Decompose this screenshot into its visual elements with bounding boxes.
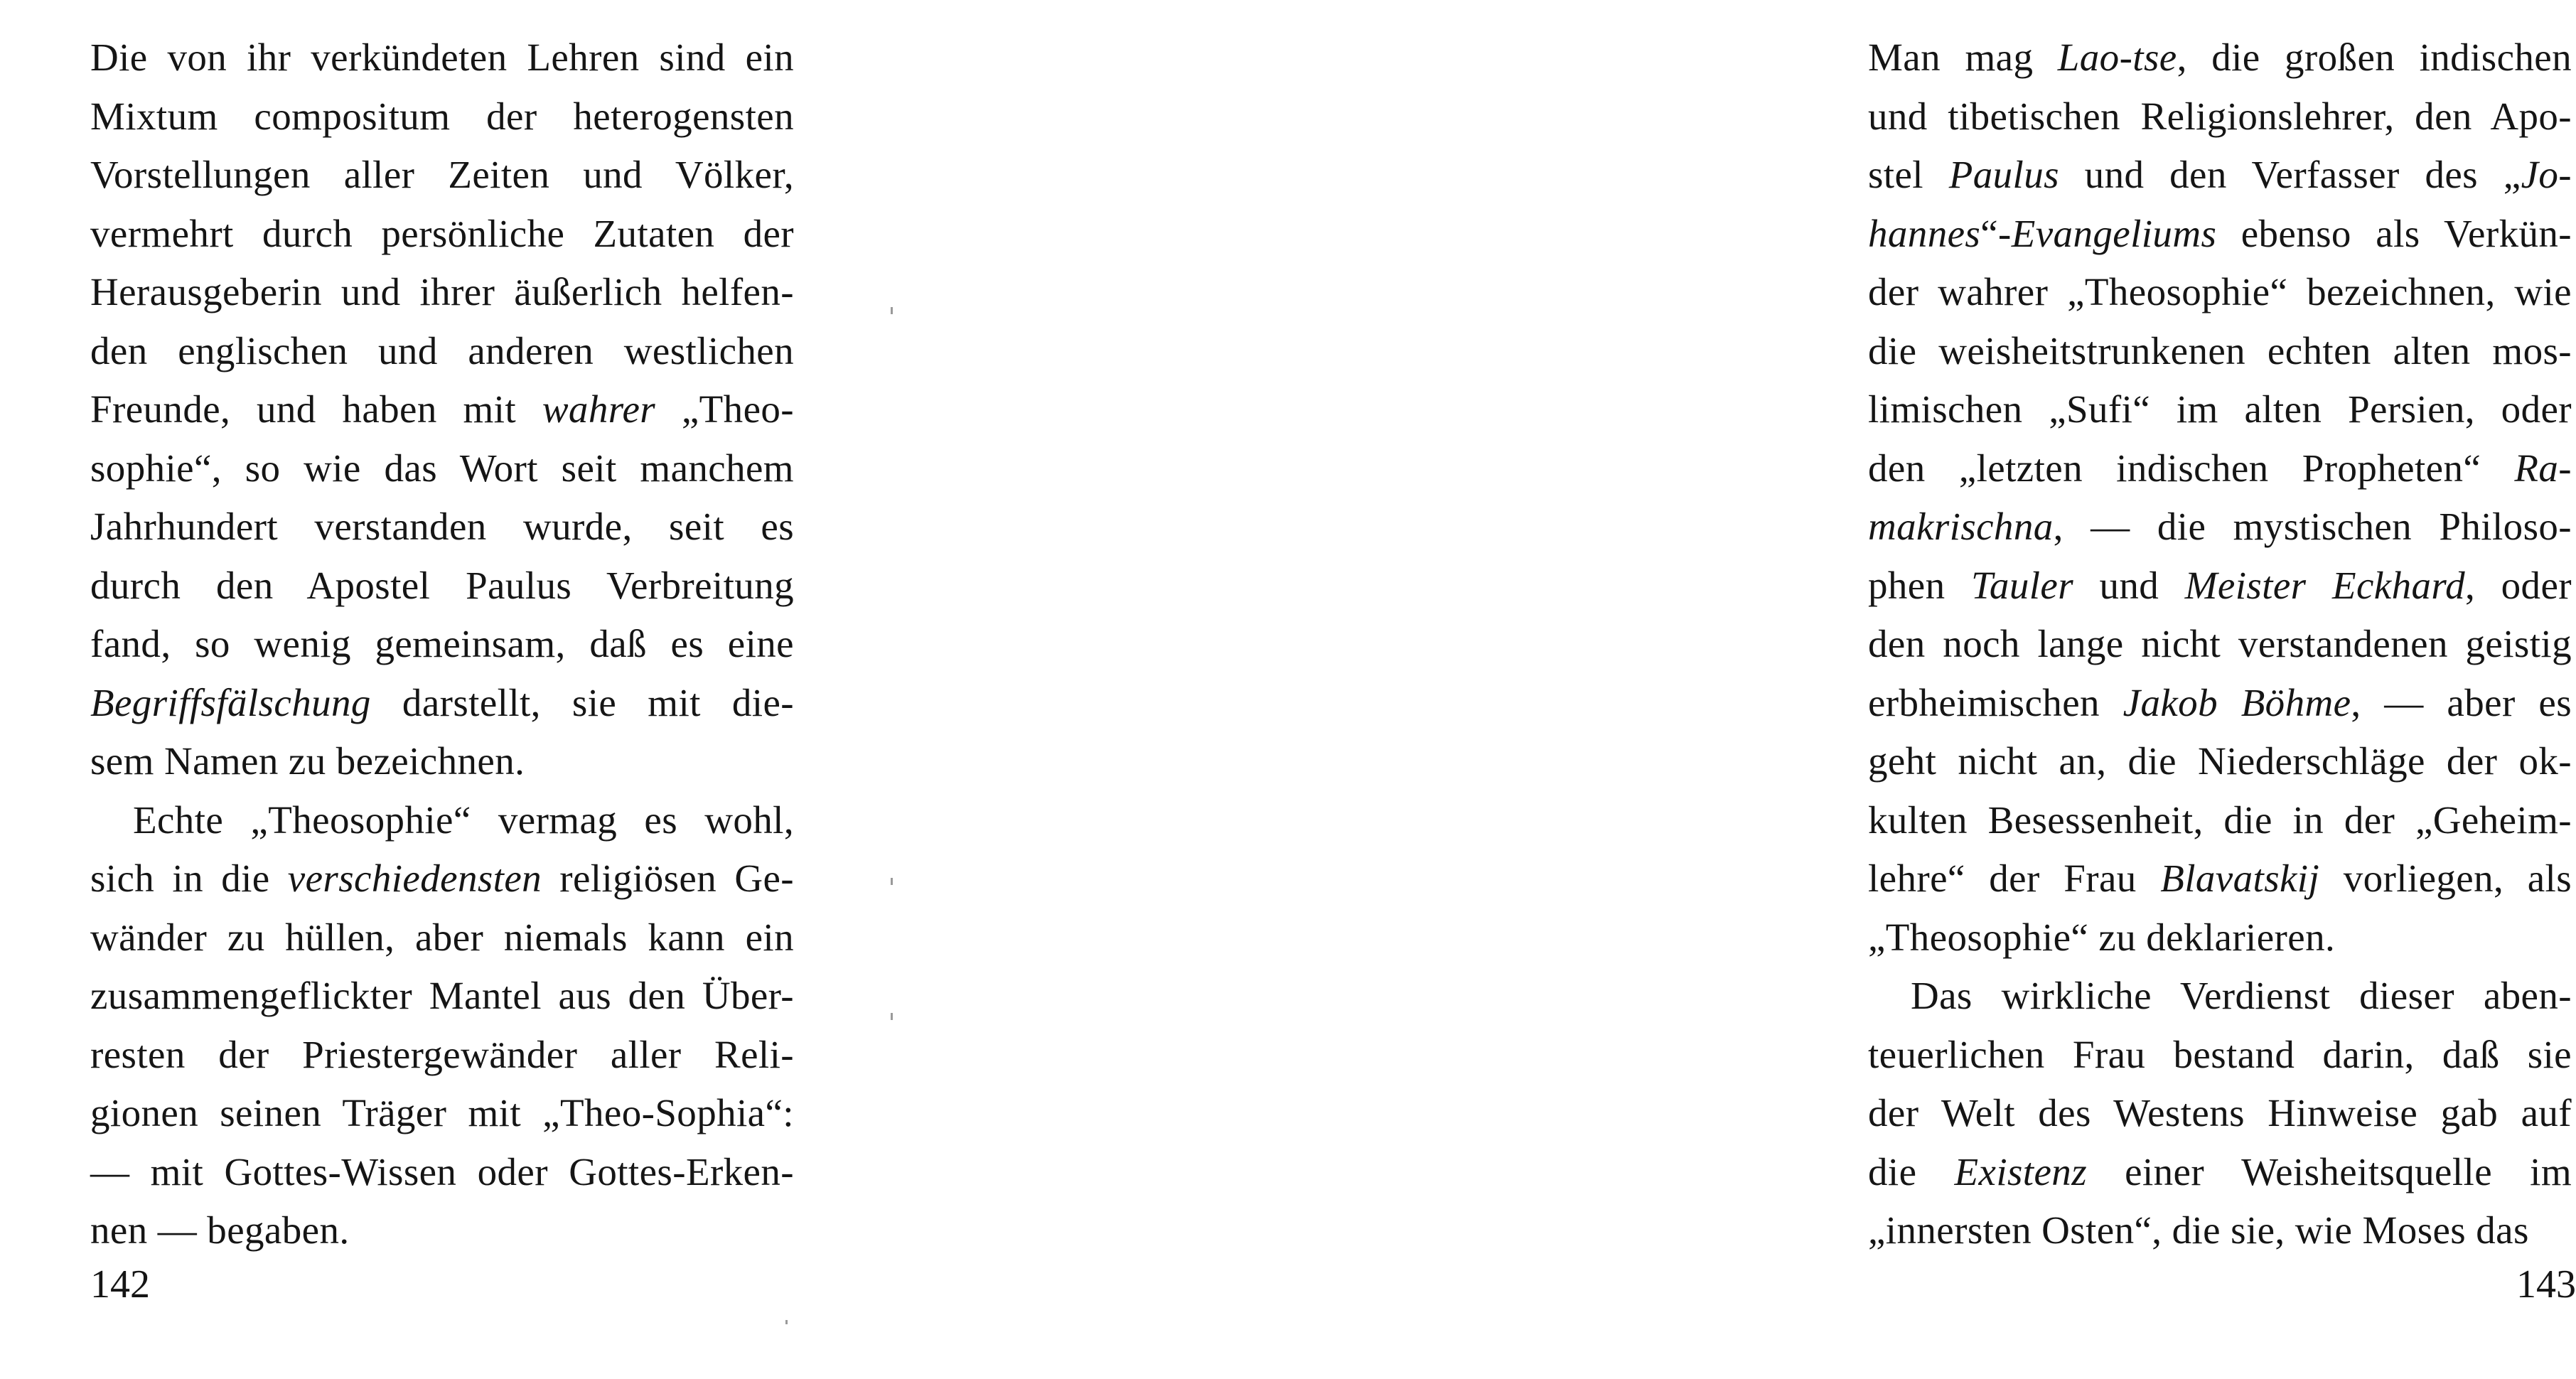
right-page xyxy=(889,0,2576,1379)
text-line xyxy=(90,263,794,322)
text-run: den noch lange nicht verstandenen geistig xyxy=(1868,622,2572,665)
text-run: fand, so wenig gemeinsam, daß es eine xyxy=(90,622,794,665)
text-run: der wahrer „Theosophie“ bezeichnen, wie xyxy=(1868,270,2572,313)
text-line xyxy=(1868,967,2572,1026)
left-text-column xyxy=(90,28,794,1260)
text-line xyxy=(1868,557,2572,616)
text-run: sich in die xyxy=(90,857,288,900)
text-run: einer Weisheitsquelle im xyxy=(2087,1149,2572,1193)
italic-text-run: Jakob Böhme xyxy=(2122,680,2351,724)
text-run: gionen seinen Träger mit „Theo-Sophia“: xyxy=(90,1091,794,1134)
italic-text-run: verschiedensten xyxy=(287,857,542,900)
text-line xyxy=(90,908,794,967)
text-run: — mit Gottes-Wissen oder Gottes-Erken- xyxy=(90,1149,794,1193)
text-run: , die großen indischen xyxy=(2177,36,2572,79)
page-number-right: 143 xyxy=(2516,1262,2576,1306)
italic-text-run: makrischna xyxy=(1868,505,2054,548)
text-run: ebenso als Verkün- xyxy=(2216,211,2572,255)
text-line xyxy=(1868,849,2572,908)
text-run: den „letzten indischen Propheten“ xyxy=(1868,446,2515,490)
text-run: geht nicht an, die Niederschläge der ok- xyxy=(1868,739,2572,783)
italic-text-run: Tauler xyxy=(1970,563,2074,607)
gutter-mark xyxy=(891,878,893,885)
text-line xyxy=(1868,87,2572,146)
text-line xyxy=(90,849,794,908)
text-line xyxy=(1868,615,2572,674)
text-run: phen xyxy=(1868,563,1971,607)
text-run: religiösen Ge- xyxy=(542,857,794,900)
paragraph xyxy=(1868,28,2572,967)
right-text-column xyxy=(1868,28,2572,1260)
text-run: Die von ihr verkündeten Lehren sind ein xyxy=(90,36,794,79)
italic-text-run: Meister Eckhard xyxy=(2184,563,2466,607)
text-line xyxy=(1868,791,2572,850)
italic-text-run: Existenz xyxy=(1954,1149,2088,1193)
text-line xyxy=(90,557,794,616)
text-line xyxy=(90,615,794,674)
text-line xyxy=(1868,28,2572,87)
text-run: durch den Apostel Paulus Verbreitung xyxy=(90,563,794,607)
text-line xyxy=(1868,322,2572,381)
italic-text-run: Ra- xyxy=(2514,446,2572,490)
italic-text-run: Begriffsfälschung xyxy=(90,680,371,724)
italic-text-run: Evangeliums xyxy=(2011,211,2217,255)
text-run: , oder xyxy=(2465,563,2572,607)
text-line xyxy=(1868,146,2572,205)
text-line xyxy=(90,732,794,791)
text-run: vermehrt durch persönliche Zutaten der xyxy=(90,211,794,255)
text-line xyxy=(90,87,794,146)
text-run: Vorstellungen aller Zeiten und Völker, xyxy=(90,153,794,196)
text-run: Herausgeberin und ihrer äußerlich helfen- xyxy=(90,270,794,313)
text-run: nen — begaben. xyxy=(90,1208,350,1252)
text-line xyxy=(90,28,794,87)
text-run: darstellt, sie mit die- xyxy=(370,680,794,724)
text-run: sem Namen zu bezeichnen. xyxy=(90,739,525,783)
text-line xyxy=(1868,1026,2572,1085)
paragraph xyxy=(90,28,794,791)
italic-text-run: Paulus xyxy=(1948,153,2059,196)
text-run: Das wirkliche Verdienst dieser aben- xyxy=(1911,974,2572,1017)
text-line xyxy=(1868,263,2572,322)
text-run: “- xyxy=(1980,211,2012,255)
text-line xyxy=(90,674,794,733)
text-line xyxy=(1868,1143,2572,1202)
text-line xyxy=(1868,908,2572,967)
text-run: die xyxy=(1868,1149,1955,1193)
paragraph xyxy=(90,791,794,1260)
text-run: , — aber es xyxy=(2351,680,2572,724)
text-run: und xyxy=(2073,563,2185,607)
text-run: vorliegen, als xyxy=(2319,857,2572,900)
text-run: Jahrhundert verstanden wurde, seit es xyxy=(90,505,794,548)
text-run: zusammengeflickter Mantel aus den Über- xyxy=(90,974,794,1017)
text-line xyxy=(1868,498,2572,557)
text-run: der Welt des Westens Hinweise gab auf xyxy=(1868,1091,2572,1134)
text-run: „innersten Osten“, die sie, wie Moses das xyxy=(1868,1208,2529,1252)
text-line xyxy=(90,1143,794,1202)
text-run: und tibetischen Religionslehrer, den Apo- xyxy=(1868,94,2572,138)
text-line xyxy=(1868,439,2572,498)
text-run: kulten Besessenheit, die in der „Geheim- xyxy=(1868,798,2572,842)
text-line xyxy=(90,498,794,557)
italic-text-run: Blavatskij xyxy=(2160,857,2320,900)
text-run: den englischen und anderen westlichen xyxy=(90,328,794,372)
text-line xyxy=(1868,1201,2572,1260)
text-run: resten der Priestergewänder aller Reli- xyxy=(90,1032,794,1076)
text-run: Man mag xyxy=(1868,36,2058,79)
left-page xyxy=(0,0,889,1379)
text-line xyxy=(90,322,794,381)
text-run: stel xyxy=(1868,153,1949,196)
text-run: Mixtum compositum der heterogensten xyxy=(90,94,794,138)
text-line xyxy=(90,791,794,850)
text-run: und den Verfasser des „ xyxy=(2059,153,2521,196)
text-line xyxy=(1868,205,2572,264)
page-number-left: 142 xyxy=(90,1262,150,1306)
italic-text-run: hannes xyxy=(1868,211,1981,255)
text-line xyxy=(1868,1084,2572,1143)
text-run: wänder zu hüllen, aber niemals kann ein xyxy=(90,915,794,959)
text-line xyxy=(1868,732,2572,791)
italic-text-run: wahrer xyxy=(542,387,656,431)
text-line xyxy=(90,146,794,205)
text-line xyxy=(1868,380,2572,439)
gutter-mark xyxy=(785,1320,788,1324)
text-run: , — die mystischen Philoso- xyxy=(2053,505,2572,548)
text-run: die weisheitstrunkenen echten alten mos- xyxy=(1868,328,2572,372)
paragraph xyxy=(1868,967,2572,1260)
text-run: teuerlichen Frau bestand darin, daß sie xyxy=(1868,1032,2572,1076)
text-line xyxy=(90,1201,794,1260)
text-run: lehre“ der Frau xyxy=(1868,857,2161,900)
text-run: erbheimischen xyxy=(1868,680,2123,724)
text-run: Echte „Theosophie“ vermag es wohl, xyxy=(133,798,794,842)
gutter-mark xyxy=(891,1013,893,1020)
text-line xyxy=(90,205,794,264)
text-run: „Theosophie“ zu deklarieren. xyxy=(1868,915,2336,959)
text-line xyxy=(90,439,794,498)
text-run: limischen „Sufi“ im alten Persien, oder xyxy=(1868,387,2572,431)
text-line xyxy=(90,1084,794,1143)
text-line xyxy=(1868,674,2572,733)
text-line xyxy=(90,1026,794,1085)
text-run: Freunde, und haben mit xyxy=(90,387,542,431)
text-run: „Theo- xyxy=(655,387,794,431)
italic-text-run: Jo- xyxy=(2521,153,2572,196)
italic-text-run: Lao-tse xyxy=(2057,36,2177,79)
text-run: sophie“, so wie das Wort seit manchem xyxy=(90,446,794,490)
text-line xyxy=(90,380,794,439)
text-line xyxy=(90,967,794,1026)
gutter-mark xyxy=(891,307,893,314)
